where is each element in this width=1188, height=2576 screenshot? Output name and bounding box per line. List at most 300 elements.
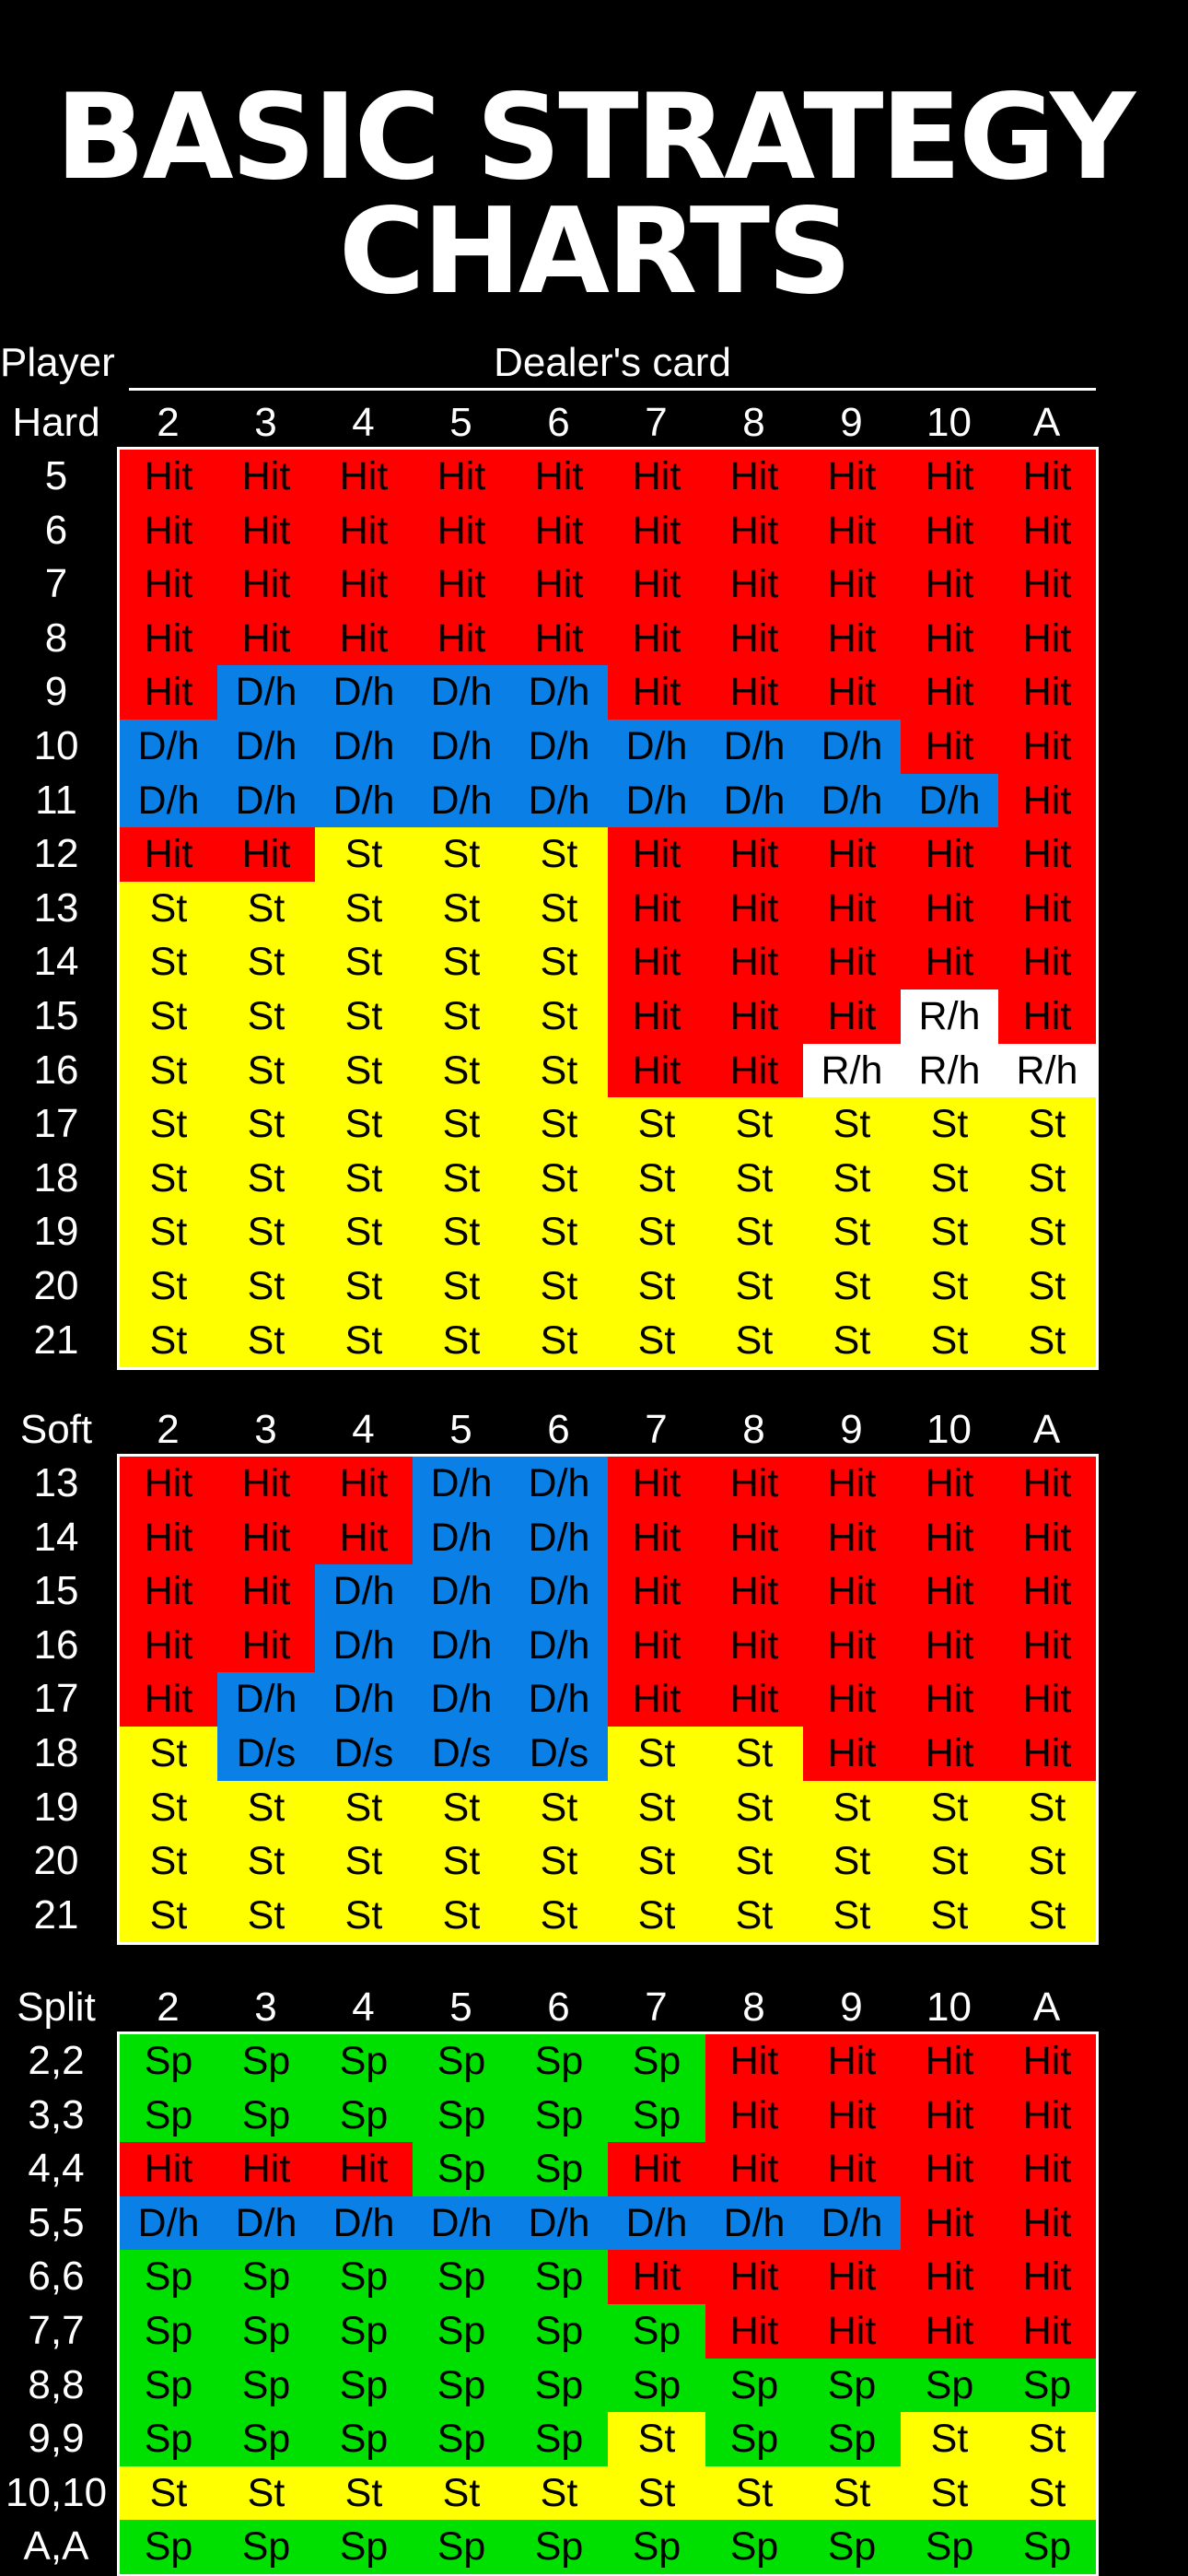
- strategy-cell: St: [901, 1259, 998, 1314]
- strategy-cell: St: [217, 1097, 315, 1152]
- strategy-cell: D/h: [510, 1457, 608, 1511]
- strategy-cell: Hit: [608, 1044, 705, 1098]
- strategy-cell: D/h: [510, 1511, 608, 1565]
- strategy-cell: Hit: [608, 557, 705, 612]
- strategy-cell: St: [998, 1889, 1096, 1943]
- strategy-cell: St: [705, 1097, 803, 1152]
- strategy-cell: Sp: [217, 2304, 315, 2359]
- strategy-cell: St: [510, 2466, 608, 2521]
- strategy-cell: St: [413, 1152, 510, 1206]
- strategy-cell: Hit: [803, 450, 901, 504]
- strategy-cell: Hit: [217, 1457, 315, 1511]
- dealer-card-column-header: 3: [254, 1407, 277, 1452]
- strategy-cell: D/h: [901, 774, 998, 828]
- strategy-cell: D/h: [315, 1619, 413, 1673]
- strategy-cell: D/h: [120, 2196, 217, 2251]
- strategy-cell: St: [120, 1889, 217, 1943]
- strategy-cell: Sp: [217, 2250, 315, 2304]
- strategy-cell: Sp: [510, 2412, 608, 2466]
- strategy-cell: Sp: [120, 2412, 217, 2466]
- strategy-cell: St: [413, 1314, 510, 1368]
- strategy-cell: R/h: [901, 989, 998, 1044]
- strategy-cell: Hit: [217, 1619, 315, 1673]
- strategy-cell: D/s: [413, 1727, 510, 1781]
- player-hand-label: 8: [44, 615, 68, 661]
- strategy-cell: Hit: [803, 1457, 901, 1511]
- strategy-cell: St: [998, 2466, 1096, 2521]
- strategy-cell: Hit: [901, 1672, 998, 1727]
- strategy-cell: St: [608, 1152, 705, 1206]
- strategy-cell: Hit: [803, 1564, 901, 1619]
- table-row: [0, 450, 1188, 504]
- player-hand-label: 3,3: [28, 2091, 85, 2137]
- strategy-cell: Hit: [998, 557, 1096, 612]
- strategy-cell: Hit: [998, 1727, 1096, 1781]
- strategy-cell: Hit: [803, 557, 901, 612]
- strategy-cell: St: [217, 989, 315, 1044]
- strategy-cell: Hit: [998, 504, 1096, 558]
- strategy-cell: Hit: [608, 882, 705, 936]
- strategy-cell: St: [901, 1152, 998, 1206]
- strategy-cell: St: [510, 1205, 608, 1259]
- table-row: [0, 2466, 1188, 2521]
- strategy-cell: St: [413, 2466, 510, 2521]
- strategy-cell: Hit: [901, 882, 998, 936]
- strategy-cell: St: [315, 1834, 413, 1889]
- strategy-cell: St: [413, 1044, 510, 1098]
- strategy-cell: Hit: [803, 2089, 901, 2143]
- strategy-cell: D/h: [315, 774, 413, 828]
- strategy-cell: Hit: [705, 2304, 803, 2359]
- strategy-cell: St: [120, 1781, 217, 1835]
- strategy-cell: St: [413, 935, 510, 989]
- strategy-cell: St: [510, 1044, 608, 1098]
- strategy-cell: Sp: [608, 2359, 705, 2413]
- strategy-cell: St: [803, 1205, 901, 1259]
- strategy-cell: St: [315, 1889, 413, 1943]
- table-row: [0, 2304, 1188, 2359]
- dealer-card-column-header: 4: [352, 400, 375, 445]
- strategy-cell: St: [998, 1205, 1096, 1259]
- strategy-cell: Hit: [315, 1511, 413, 1565]
- player-hand-label: 19: [33, 1784, 79, 1830]
- strategy-cell: St: [901, 1205, 998, 1259]
- strategy-cell: St: [608, 2466, 705, 2521]
- strategy-cell: Sp: [901, 2520, 998, 2574]
- player-hand-label: 11: [35, 777, 77, 823]
- strategy-cell: St: [413, 882, 510, 936]
- dealer-card-column-header: 6: [547, 1407, 570, 1452]
- strategy-cell: St: [901, 1097, 998, 1152]
- strategy-cell: D/h: [510, 665, 608, 720]
- strategy-cell: Hit: [901, 2304, 998, 2359]
- strategy-cell: St: [315, 827, 413, 882]
- strategy-cell: Sp: [803, 2412, 901, 2466]
- strategy-cell: Hit: [901, 612, 998, 666]
- strategy-cell: St: [705, 1834, 803, 1889]
- dealer-card-column-header: 4: [352, 1407, 375, 1452]
- strategy-cell: Hit: [608, 504, 705, 558]
- strategy-cell: Hit: [705, 504, 803, 558]
- dealer-card-column-header: 3: [254, 400, 277, 445]
- dealer-card-column-header: 10: [926, 1407, 972, 1452]
- strategy-cell: Hit: [803, 1672, 901, 1727]
- strategy-cell: Sp: [413, 2034, 510, 2089]
- strategy-cell: Hit: [608, 935, 705, 989]
- strategy-cell: Hit: [705, 935, 803, 989]
- dealer-card-column-header: 9: [840, 1985, 863, 2030]
- strategy-cell: Hit: [998, 935, 1096, 989]
- strategy-cell: Sp: [315, 2034, 413, 2089]
- strategy-cell: St: [998, 1097, 1096, 1152]
- player-hand-label: 15: [33, 1568, 79, 1614]
- strategy-cell: St: [510, 827, 608, 882]
- strategy-cell: Sp: [608, 2034, 705, 2089]
- strategy-cell: St: [608, 1834, 705, 1889]
- strategy-cell: Hit: [998, 1672, 1096, 1727]
- table-row: [0, 1259, 1188, 1314]
- strategy-cell: R/h: [803, 1044, 901, 1098]
- strategy-cell: D/h: [217, 2196, 315, 2251]
- strategy-cell: St: [803, 1152, 901, 1206]
- strategy-cell: St: [998, 1259, 1096, 1314]
- strategy-cell: D/h: [705, 774, 803, 828]
- table-row: [0, 1152, 1188, 1206]
- strategy-cell: Hit: [705, 882, 803, 936]
- strategy-cell: St: [120, 1044, 217, 1098]
- strategy-cell: Hit: [217, 1564, 315, 1619]
- strategy-cell: Hit: [608, 612, 705, 666]
- strategy-cell: D/h: [803, 2196, 901, 2251]
- strategy-cell: Hit: [901, 2034, 998, 2089]
- strategy-cell: D/h: [217, 774, 315, 828]
- strategy-cell: St: [608, 2412, 705, 2466]
- section-header-row: [0, 396, 1188, 450]
- strategy-cell: St: [998, 1314, 1096, 1368]
- strategy-cell: St: [217, 1781, 315, 1835]
- strategy-cell: Hit: [998, 774, 1096, 828]
- strategy-cell: St: [998, 1781, 1096, 1835]
- player-hand-label: 14: [33, 1514, 79, 1560]
- strategy-cell: Hit: [120, 1511, 217, 1565]
- strategy-cell: D/s: [510, 1727, 608, 1781]
- strategy-cell: Hit: [705, 2142, 803, 2196]
- strategy-cell: D/h: [608, 2196, 705, 2251]
- strategy-cell: St: [315, 1097, 413, 1152]
- strategy-cell: Sp: [510, 2359, 608, 2413]
- strategy-cell: Hit: [803, 989, 901, 1044]
- section-label: Soft: [19, 1407, 93, 1452]
- strategy-cell: Hit: [315, 504, 413, 558]
- strategy-cell: Hit: [217, 827, 315, 882]
- strategy-cell: St: [120, 1727, 217, 1781]
- strategy-cell: D/h: [510, 774, 608, 828]
- strategy-cell: Hit: [120, 612, 217, 666]
- strategy-cell: D/h: [315, 1564, 413, 1619]
- strategy-cell: D/h: [510, 1672, 608, 1727]
- strategy-cell: Hit: [315, 557, 413, 612]
- strategy-cell: St: [510, 935, 608, 989]
- strategy-cell: Hit: [705, 1457, 803, 1511]
- page-title-line-2: CHARTS: [338, 183, 850, 321]
- strategy-cell: Sp: [120, 2089, 217, 2143]
- dealer-card-column-header: 2: [157, 1407, 180, 1452]
- strategy-cell: Sp: [803, 2359, 901, 2413]
- strategy-cell: D/h: [413, 2196, 510, 2251]
- strategy-cell: Hit: [217, 557, 315, 612]
- player-hand-label: 10,10: [5, 2469, 108, 2515]
- strategy-cell: Sp: [803, 2520, 901, 2574]
- strategy-cell: Hit: [705, 450, 803, 504]
- table-row: [0, 665, 1188, 720]
- strategy-cell: D/h: [705, 720, 803, 774]
- dealer-card-column-header: 10: [926, 400, 972, 445]
- strategy-cell: Hit: [803, 1727, 901, 1781]
- strategy-cell: St: [413, 1097, 510, 1152]
- strategy-cell: Hit: [901, 1511, 998, 1565]
- strategy-cell: Hit: [217, 504, 315, 558]
- strategy-cell: D/h: [315, 2196, 413, 2251]
- table-row: [0, 1619, 1188, 1673]
- strategy-cell: D/h: [413, 774, 510, 828]
- strategy-cell: St: [217, 1314, 315, 1368]
- strategy-cell: St: [803, 1889, 901, 1943]
- strategy-cell: Sp: [413, 2142, 510, 2196]
- strategy-cell: St: [608, 1259, 705, 1314]
- strategy-cell: St: [315, 1152, 413, 1206]
- strategy-cell: Hit: [803, 612, 901, 666]
- dealer-card-column-header: A: [1032, 1407, 1061, 1452]
- strategy-cell: Sp: [998, 2520, 1096, 2574]
- strategy-cell: St: [315, 882, 413, 936]
- strategy-cell: Hit: [998, 2250, 1096, 2304]
- strategy-cell: Sp: [608, 2520, 705, 2574]
- table-row: [0, 1564, 1188, 1619]
- strategy-cell: Hit: [608, 1619, 705, 1673]
- strategy-cell: St: [217, 1259, 315, 1314]
- player-hand-label: 9,9: [28, 2416, 85, 2462]
- strategy-cell: St: [413, 1259, 510, 1314]
- table-row: [0, 1672, 1188, 1727]
- player-hand-label: 5,5: [28, 2199, 85, 2245]
- table-row: [0, 2196, 1188, 2251]
- table-row: [0, 1205, 1188, 1259]
- strategy-cell: Hit: [705, 989, 803, 1044]
- strategy-cell: Hit: [608, 450, 705, 504]
- strategy-cell: Hit: [608, 1564, 705, 1619]
- strategy-cell: D/h: [413, 1564, 510, 1619]
- strategy-cell: St: [120, 1097, 217, 1152]
- dealer-card-column-header: 8: [742, 1985, 765, 2030]
- strategy-cell: St: [120, 1259, 217, 1314]
- strategy-cell: D/h: [510, 1564, 608, 1619]
- strategy-cell: St: [510, 989, 608, 1044]
- strategy-cell: D/h: [608, 774, 705, 828]
- strategy-cell: St: [510, 1152, 608, 1206]
- strategy-cell: Hit: [705, 1044, 803, 1098]
- strategy-cell: D/h: [413, 665, 510, 720]
- strategy-cell: St: [901, 1314, 998, 1368]
- table-row: [0, 2142, 1188, 2196]
- strategy-cell: Hit: [120, 1619, 217, 1673]
- strategy-cell: Sp: [315, 2250, 413, 2304]
- strategy-cell: Hit: [315, 1457, 413, 1511]
- strategy-cell: Sp: [510, 2520, 608, 2574]
- strategy-cell: D/h: [217, 665, 315, 720]
- player-hand-label: 13: [33, 884, 79, 931]
- dealer-card-column-header: 5: [449, 1407, 472, 1452]
- strategy-cell: Sp: [413, 2304, 510, 2359]
- strategy-cell: Hit: [803, 665, 901, 720]
- player-hand-label: 6: [44, 507, 68, 553]
- dealer-card-column-header: 9: [840, 400, 863, 445]
- dealer-card-column-header: 5: [449, 400, 472, 445]
- strategy-cell: Sp: [217, 2412, 315, 2466]
- strategy-cell: D/h: [608, 720, 705, 774]
- player-hand-label: 18: [33, 1154, 79, 1200]
- strategy-cell: Hit: [901, 935, 998, 989]
- strategy-cell: St: [315, 2466, 413, 2521]
- dealer-card-column-header: 5: [449, 1985, 472, 2030]
- strategy-cell: Sp: [705, 2359, 803, 2413]
- strategy-cell: Sp: [413, 2250, 510, 2304]
- strategy-cell: Hit: [510, 557, 608, 612]
- strategy-cell: St: [413, 1205, 510, 1259]
- strategy-cell: D/h: [120, 774, 217, 828]
- table-row: [0, 882, 1188, 936]
- dealer-card-column-header: 7: [645, 1407, 668, 1452]
- strategy-cell: St: [998, 1834, 1096, 1889]
- strategy-cell: St: [510, 1314, 608, 1368]
- strategy-cell: Hit: [217, 1511, 315, 1565]
- strategy-cell: St: [120, 1314, 217, 1368]
- strategy-cell: Hit: [217, 450, 315, 504]
- dealer-card-column-header: 8: [742, 400, 765, 445]
- strategy-cell: Hit: [120, 1564, 217, 1619]
- strategy-cell: Sp: [217, 2359, 315, 2413]
- page-title-line-1: BASIC STRATEGY: [55, 69, 1133, 206]
- strategy-cell: St: [608, 1205, 705, 1259]
- strategy-cell: St: [413, 1834, 510, 1889]
- player-hand-label: A,A: [23, 2523, 89, 2570]
- strategy-cell: Hit: [120, 450, 217, 504]
- strategy-cell: St: [120, 1834, 217, 1889]
- strategy-cell: Sp: [120, 2034, 217, 2089]
- strategy-cell: Sp: [510, 2142, 608, 2196]
- strategy-cell: St: [315, 1781, 413, 1835]
- strategy-cell: Hit: [901, 2089, 998, 2143]
- strategy-cell: Hit: [413, 450, 510, 504]
- strategy-cell: St: [217, 882, 315, 936]
- strategy-cell: D/h: [413, 1672, 510, 1727]
- section-header-row: [0, 1403, 1188, 1457]
- strategy-cell: D/h: [803, 720, 901, 774]
- player-hand-label: 5: [44, 453, 68, 498]
- table-row: [0, 720, 1188, 774]
- table-row: [0, 1097, 1188, 1152]
- table-row: [0, 2359, 1188, 2413]
- player-hand-label: 17: [33, 1676, 79, 1722]
- strategy-cell: Sp: [120, 2359, 217, 2413]
- table-row: [0, 2089, 1188, 2143]
- strategy-cell: D/h: [510, 1619, 608, 1673]
- strategy-cell: Hit: [217, 2142, 315, 2196]
- strategy-cell: St: [315, 989, 413, 1044]
- player-hand-label: 21: [33, 1891, 79, 1938]
- strategy-cell: Hit: [315, 612, 413, 666]
- dealer-card-column-header: 6: [547, 400, 570, 445]
- strategy-cell: Hit: [608, 827, 705, 882]
- dealer-card-column-header: 8: [742, 1407, 765, 1452]
- strategy-cell: Sp: [998, 2359, 1096, 2413]
- table-row: [0, 1044, 1188, 1098]
- player-hand-label: 7,7: [28, 2308, 85, 2353]
- strategy-cell: Sp: [705, 2520, 803, 2574]
- strategy-cell: Sp: [510, 2250, 608, 2304]
- strategy-cell: St: [608, 1314, 705, 1368]
- strategy-cell: Hit: [998, 450, 1096, 504]
- strategy-cell: Hit: [901, 1457, 998, 1511]
- strategy-cell: D/s: [217, 1727, 315, 1781]
- player-hand-label: 9: [44, 669, 68, 715]
- strategy-cell: Hit: [901, 2142, 998, 2196]
- strategy-cell: Hit: [120, 827, 217, 882]
- table-row: [0, 935, 1188, 989]
- strategy-cell: Sp: [120, 2250, 217, 2304]
- table-row: [0, 1727, 1188, 1781]
- strategy-cell: St: [608, 1097, 705, 1152]
- strategy-cell: Hit: [998, 827, 1096, 882]
- strategy-cell: Hit: [998, 2034, 1096, 2089]
- strategy-cell: St: [120, 2466, 217, 2521]
- strategy-cell: St: [413, 1781, 510, 1835]
- dealer-card-header: Dealer's card: [494, 340, 731, 385]
- strategy-cell: Hit: [413, 557, 510, 612]
- strategy-cell: St: [510, 1834, 608, 1889]
- strategy-cell: Hit: [608, 989, 705, 1044]
- strategy-cell: D/h: [413, 720, 510, 774]
- strategy-cell: Hit: [608, 1511, 705, 1565]
- strategy-cell: Hit: [998, 1457, 1096, 1511]
- strategy-cell: Sp: [413, 2359, 510, 2413]
- dealer-card-column-header: 6: [547, 1985, 570, 2030]
- strategy-cell: St: [803, 1781, 901, 1835]
- strategy-cell: St: [120, 1205, 217, 1259]
- strategy-cell: R/h: [998, 1044, 1096, 1098]
- strategy-cell: Hit: [901, 450, 998, 504]
- table-row: [0, 1781, 1188, 1835]
- strategy-cell: Sp: [217, 2034, 315, 2089]
- table-row: [0, 557, 1188, 612]
- strategy-cell: St: [510, 1259, 608, 1314]
- strategy-cell: St: [803, 1259, 901, 1314]
- strategy-cell: St: [413, 1889, 510, 1943]
- strategy-cell: St: [315, 1044, 413, 1098]
- strategy-cell: Hit: [998, 612, 1096, 666]
- strategy-cell: Hit: [608, 2250, 705, 2304]
- strategy-cell: D/h: [315, 720, 413, 774]
- strategy-cell: St: [705, 1889, 803, 1943]
- strategy-cell: Hit: [998, 989, 1096, 1044]
- strategy-cell: Sp: [315, 2520, 413, 2574]
- player-hand-label: 7: [44, 561, 68, 607]
- dealer-card-column-header: 10: [926, 1985, 972, 2030]
- player-hand-label: 20: [33, 1263, 79, 1308]
- strategy-cell: Hit: [998, 2196, 1096, 2251]
- strategy-cell: Hit: [413, 504, 510, 558]
- strategy-cell: St: [705, 1152, 803, 1206]
- dealer-card-column-header: A: [1032, 400, 1061, 445]
